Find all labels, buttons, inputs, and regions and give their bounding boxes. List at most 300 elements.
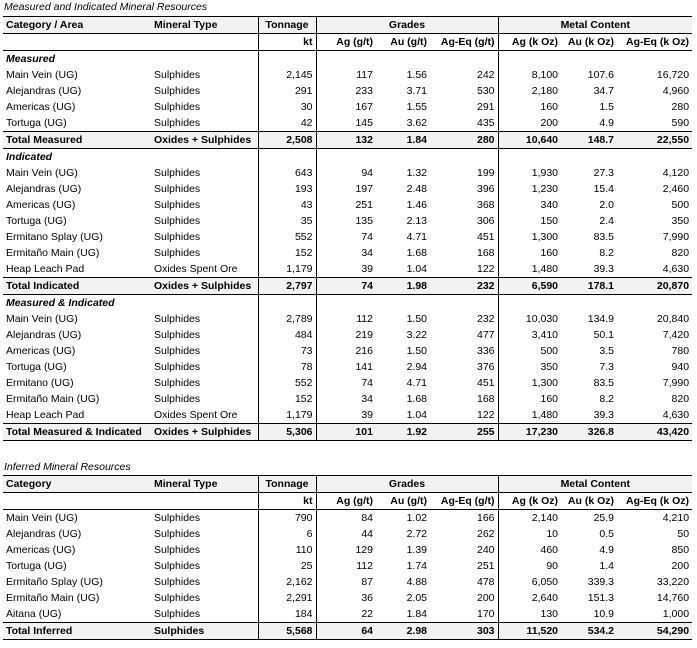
cell-col-0: Main Vein (UG) xyxy=(6,167,78,179)
cell-col-5: 170 xyxy=(476,608,495,620)
cell-col-2: 152 xyxy=(258,391,316,407)
cell-col-4: 2.98 xyxy=(376,623,430,640)
cell-col-0: Ermitaño Main (UG) xyxy=(6,393,100,405)
cell-col-2: 2,162 xyxy=(258,574,316,590)
cell-col-2: 5,306 xyxy=(258,424,316,441)
cell-col-1: Sulphides xyxy=(151,623,258,640)
cell-col-4: 1.74 xyxy=(406,560,427,572)
cell-col-7: 0.5 xyxy=(599,528,615,540)
cell-col-0: Main Vein (UG) xyxy=(6,512,78,524)
cell-col-5: 168 xyxy=(476,393,495,405)
cell-col-3: 94 xyxy=(316,165,376,181)
cell-col-2: 2,145 xyxy=(258,67,316,83)
cell-col-1: Oxides Spent Ore xyxy=(154,263,238,275)
table-row xyxy=(3,510,692,527)
cell-col-2: 2,797 xyxy=(258,278,316,295)
cell-col-0: Alejandras (UG) xyxy=(6,329,82,341)
cell-col-7: 326.8 xyxy=(561,424,617,441)
au-koz-header: Au (k Oz) xyxy=(561,34,617,51)
cell-col-5: 232 xyxy=(430,278,498,295)
cell-col-8: 850 xyxy=(671,544,690,556)
cell-col-0: Americas (UG) xyxy=(6,345,76,357)
cell-col-4: 1.50 xyxy=(406,313,427,325)
table-row xyxy=(3,590,692,606)
cell-col-1: Sulphides xyxy=(154,101,201,113)
tonnage-header: Tonnage xyxy=(258,476,316,493)
table-row xyxy=(3,165,692,181)
cell-col-3: 112 xyxy=(316,558,376,574)
cell-col-1: Sulphides xyxy=(154,377,201,389)
cell-col-2: 110 xyxy=(258,542,316,558)
measured-indicated-title: Measured and Indicated Mineral Resources xyxy=(4,1,208,13)
au-koz-header: Au (k Oz) xyxy=(561,493,617,510)
cell-col-4: 4.71 xyxy=(406,377,427,389)
cell-col-4: 1.98 xyxy=(376,278,430,295)
cell-col-4: 1.04 xyxy=(406,409,427,421)
ageq-gt-header: Ag-Eq (g/t) xyxy=(430,493,498,510)
table-row xyxy=(3,343,692,359)
cell-col-1: Oxides Spent Ore xyxy=(154,409,238,421)
cell-col-5: 306 xyxy=(476,215,495,227)
ageq-gt-header: Ag-Eq (g/t) xyxy=(430,34,498,51)
cell-col-4: 2.05 xyxy=(406,592,427,604)
cell-col-0: Ermitano (UG) xyxy=(6,377,74,389)
cell-col-0: Tortuga (UG) xyxy=(6,215,67,227)
cell-col-3: 39 xyxy=(316,261,376,278)
cell-col-2: 2,789 xyxy=(258,311,316,327)
cell-col-6: 10 xyxy=(498,526,561,542)
cell-col-7: 10.9 xyxy=(593,608,615,620)
cell-col-5: 435 xyxy=(476,117,495,129)
cell-col-8: 350 xyxy=(671,215,690,227)
cell-col-5: 200 xyxy=(476,592,495,604)
cell-col-5: 477 xyxy=(476,329,495,341)
cell-col-8: 7,990 xyxy=(662,231,690,243)
cell-col-7: 178.1 xyxy=(561,278,617,295)
cell-col-6: 500 xyxy=(498,343,561,359)
section-label-row xyxy=(3,51,692,68)
cell-col-3: 87 xyxy=(316,574,376,590)
cell-col-4: 1.84 xyxy=(376,132,430,149)
cell-col-7: 339.3 xyxy=(587,576,615,588)
table-row xyxy=(3,229,692,245)
cell-col-8: 7,990 xyxy=(662,377,690,389)
tonnage-unit: kt xyxy=(258,34,316,51)
cell-col-7: 34.7 xyxy=(593,85,615,97)
cell-col-0: Main Vein (UG) xyxy=(6,69,78,81)
cell-col-4: 1.55 xyxy=(406,101,427,113)
cell-col-0: Alejandras (UG) xyxy=(6,85,82,97)
cell-col-4: 1.39 xyxy=(406,544,427,556)
cell-col-7: 4.9 xyxy=(599,117,615,129)
cell-col-2: 6 xyxy=(258,526,316,542)
section-label: Measured & Indicated xyxy=(6,297,115,309)
cell-col-5: 336 xyxy=(476,345,495,357)
cell-col-7: 1.5 xyxy=(599,101,615,113)
cell-col-2: 35 xyxy=(258,213,316,229)
cell-col-8: 2,460 xyxy=(662,183,690,195)
cell-col-1: Sulphides xyxy=(154,69,201,81)
cell-col-7: 1.4 xyxy=(599,560,615,572)
total-row xyxy=(3,132,692,149)
cell-col-2: 152 xyxy=(258,245,316,261)
cell-col-2: 193 xyxy=(258,181,316,197)
cell-col-3: 64 xyxy=(316,623,376,640)
cell-col-1: Sulphides xyxy=(154,117,201,129)
cell-col-4: 3.71 xyxy=(406,85,427,97)
cell-col-7: 534.2 xyxy=(561,623,617,640)
cell-col-1: Sulphides xyxy=(154,313,201,325)
cell-col-3: 219 xyxy=(316,327,376,343)
cell-col-3: 117 xyxy=(316,67,376,83)
cell-col-6: 1,300 xyxy=(498,375,561,391)
cell-col-8: 16,720 xyxy=(656,69,690,81)
table-row xyxy=(3,181,692,197)
cell-col-5: 168 xyxy=(476,247,495,259)
cell-col-1: Oxides + Sulphides xyxy=(151,278,258,295)
cell-col-6: 340 xyxy=(498,197,561,213)
cell-col-6: 200 xyxy=(498,115,561,132)
cell-col-1: Sulphides xyxy=(154,85,201,97)
cell-col-3: 34 xyxy=(316,245,376,261)
cell-col-1: Sulphides xyxy=(154,512,201,524)
table-row xyxy=(3,542,692,558)
cell-col-8: 4,630 xyxy=(662,409,690,421)
cell-col-1: Sulphides xyxy=(154,361,201,373)
cell-col-3: 141 xyxy=(316,359,376,375)
metal-content-header: Metal Content xyxy=(498,476,692,493)
cell-col-5: 451 xyxy=(476,231,495,243)
cell-col-5: 291 xyxy=(476,101,495,113)
cell-col-3: 22 xyxy=(316,606,376,623)
category-header: Category xyxy=(3,476,151,493)
cell-col-7: 148.7 xyxy=(561,132,617,149)
cell-col-2: 2,508 xyxy=(258,132,316,149)
cell-col-6: 11,520 xyxy=(498,623,561,640)
cell-col-3: 233 xyxy=(316,83,376,99)
cell-col-8: 780 xyxy=(671,345,690,357)
total-row xyxy=(3,424,692,441)
table-row xyxy=(3,407,692,424)
cell-col-4: 1.68 xyxy=(406,393,427,405)
cell-col-2: 1,179 xyxy=(258,407,316,424)
cell-col-1: Sulphides xyxy=(154,592,201,604)
cell-col-1: Sulphides xyxy=(154,544,201,556)
cell-col-6: 6,050 xyxy=(498,574,561,590)
cell-col-8: 50 xyxy=(677,528,690,540)
ag-koz-header: Ag (k Oz) xyxy=(498,34,561,51)
cell-col-5: 122 xyxy=(476,409,495,421)
ag-gt-header: Ag (g/t) xyxy=(316,493,376,510)
cell-col-8: 280 xyxy=(671,101,690,113)
cell-col-5: 303 xyxy=(430,623,498,640)
cell-col-1: Sulphides xyxy=(154,167,201,179)
ag-koz-header: Ag (k Oz) xyxy=(498,493,561,510)
cell-col-4: 1.02 xyxy=(406,512,427,524)
cell-col-4: 1.84 xyxy=(406,608,427,620)
table-row xyxy=(3,99,692,115)
total-row xyxy=(3,623,692,640)
cell-col-3: 36 xyxy=(316,590,376,606)
ageq-koz-header: Ag-Eq (k Oz) xyxy=(617,34,692,51)
cell-col-7: 50.1 xyxy=(593,329,615,341)
mineral-type-header: Mineral Type xyxy=(151,476,258,493)
cell-col-3: 167 xyxy=(316,99,376,115)
cell-col-7: 107.6 xyxy=(587,69,615,81)
cell-col-2: 184 xyxy=(258,606,316,623)
cell-col-0: Americas (UG) xyxy=(6,199,76,211)
cell-col-7: 151.3 xyxy=(587,592,615,604)
cell-col-5: 255 xyxy=(430,424,498,441)
table-row xyxy=(3,83,692,99)
cell-col-6: 160 xyxy=(498,99,561,115)
cell-col-7: 2.4 xyxy=(599,215,615,227)
cell-col-2: 25 xyxy=(258,558,316,574)
cell-col-4: 3.62 xyxy=(406,117,427,129)
cell-col-1: Sulphides xyxy=(154,576,201,588)
cell-col-0: Main Vein (UG) xyxy=(6,313,78,325)
cell-col-1: Sulphides xyxy=(154,199,201,211)
cell-col-3: 251 xyxy=(316,197,376,213)
cell-col-4: 1.04 xyxy=(406,263,427,275)
cell-col-6: 2,180 xyxy=(498,83,561,99)
cell-col-7: 83.5 xyxy=(593,231,615,243)
cell-col-0: Americas (UG) xyxy=(6,101,76,113)
cell-col-2: 790 xyxy=(258,510,316,527)
table-row xyxy=(3,311,692,327)
cell-col-3: 101 xyxy=(316,424,376,441)
section-label-row xyxy=(3,295,692,312)
cell-col-0: Tortuga (UG) xyxy=(6,560,67,572)
cell-col-7: 3.5 xyxy=(599,345,615,357)
cell-col-0: Total Inferred xyxy=(3,623,151,640)
ag-gt-header: Ag (g/t) xyxy=(316,34,376,51)
cell-col-8: 820 xyxy=(671,247,690,259)
mineral-type-header: Mineral Type xyxy=(151,17,258,34)
au-gt-header: Au (g/t) xyxy=(376,34,430,51)
cell-col-8: 33,220 xyxy=(656,576,690,588)
cell-col-1: Sulphides xyxy=(154,393,201,405)
units-row xyxy=(3,34,692,51)
cell-col-0: Aitana (UG) xyxy=(6,608,62,620)
cell-col-5: 232 xyxy=(476,313,495,325)
cell-col-5: 368 xyxy=(476,199,495,211)
cell-col-3: 39 xyxy=(316,407,376,424)
cell-col-4: 1.32 xyxy=(406,167,427,179)
cell-col-2: 5,568 xyxy=(258,623,316,640)
section-label: Measured xyxy=(6,53,56,65)
cell-col-6: 350 xyxy=(498,359,561,375)
cell-col-3: 74 xyxy=(316,229,376,245)
cell-col-6: 3,410 xyxy=(498,327,561,343)
cell-col-2: 484 xyxy=(258,327,316,343)
cell-col-0: Ermitaño Main (UG) xyxy=(6,247,100,259)
metal-content-header: Metal Content xyxy=(498,17,692,34)
cell-col-7: 39.3 xyxy=(593,263,615,275)
tonnage-unit: kt xyxy=(258,493,316,510)
cell-col-0: Total Measured & Indicated xyxy=(3,424,151,441)
cell-col-4: 3.22 xyxy=(406,329,427,341)
cell-col-6: 1,300 xyxy=(498,229,561,245)
cell-col-1: Sulphides xyxy=(154,345,201,357)
cell-col-1: Sulphides xyxy=(154,608,201,620)
cell-col-5: 478 xyxy=(476,576,495,588)
cell-col-0: Alejandras (UG) xyxy=(6,183,82,195)
cell-col-6: 2,640 xyxy=(498,590,561,606)
grades-header: Grades xyxy=(316,476,498,493)
section-label: Indicated xyxy=(6,151,53,163)
cell-col-4: 4.88 xyxy=(406,576,427,588)
cell-col-7: 8.2 xyxy=(599,393,615,405)
cell-col-3: 216 xyxy=(316,343,376,359)
cell-col-6: 2,140 xyxy=(498,510,561,527)
cell-col-3: 197 xyxy=(316,181,376,197)
cell-col-1: Sulphides xyxy=(154,560,201,572)
ageq-koz-header: Ag-Eq (k Oz) xyxy=(617,493,692,510)
header-row xyxy=(3,476,692,493)
cell-col-5: 376 xyxy=(476,361,495,373)
cell-col-6: 160 xyxy=(498,391,561,407)
cell-col-7: 15.4 xyxy=(593,183,615,195)
cell-col-6: 90 xyxy=(498,558,561,574)
cell-col-2: 78 xyxy=(258,359,316,375)
cell-col-5: 122 xyxy=(476,263,495,275)
cell-col-6: 150 xyxy=(498,213,561,229)
cell-col-8: 54,290 xyxy=(617,623,692,640)
cell-col-3: 132 xyxy=(316,132,376,149)
cell-col-8: 820 xyxy=(671,393,690,405)
cell-col-4: 4.71 xyxy=(406,231,427,243)
cell-col-6: 17,230 xyxy=(498,424,561,441)
cell-col-6: 160 xyxy=(498,245,561,261)
table-row xyxy=(3,115,692,132)
cell-col-8: 940 xyxy=(671,361,690,373)
table-row xyxy=(3,375,692,391)
cell-col-6: 1,480 xyxy=(498,261,561,278)
table-row xyxy=(3,391,692,407)
table-row xyxy=(3,67,692,83)
cell-col-8: 7,420 xyxy=(662,329,690,341)
cell-col-7: 2.0 xyxy=(599,199,615,211)
cell-col-1: Sulphides xyxy=(154,528,201,540)
cell-col-7: 134.9 xyxy=(587,313,615,325)
cell-col-2: 552 xyxy=(258,229,316,245)
cell-col-4: 1.46 xyxy=(406,199,427,211)
cell-col-4: 1.92 xyxy=(376,424,430,441)
cell-col-0: Total Measured xyxy=(3,132,151,149)
cell-col-2: 73 xyxy=(258,343,316,359)
cell-col-8: 4,120 xyxy=(662,167,690,179)
cell-col-8: 20,840 xyxy=(656,313,690,325)
table-row xyxy=(3,558,692,574)
table-row xyxy=(3,213,692,229)
cell-col-2: 1,179 xyxy=(258,261,316,278)
cell-col-6: 1,930 xyxy=(498,165,561,181)
cell-col-8: 200 xyxy=(671,560,690,572)
cell-col-3: 135 xyxy=(316,213,376,229)
cell-col-7: 25.9 xyxy=(593,512,615,524)
grades-header: Grades xyxy=(316,17,498,34)
cell-col-6: 6,590 xyxy=(498,278,561,295)
cell-col-2: 30 xyxy=(258,99,316,115)
cell-col-1: Oxides + Sulphides xyxy=(151,132,258,149)
cell-col-8: 4,630 xyxy=(662,263,690,275)
cell-col-8: 4,960 xyxy=(662,85,690,97)
cell-col-4: 1.68 xyxy=(406,247,427,259)
cell-col-4: 2.72 xyxy=(406,528,427,540)
cell-col-5: 240 xyxy=(476,544,495,556)
cell-col-5: 251 xyxy=(476,560,495,572)
cell-col-5: 166 xyxy=(476,512,495,524)
section-label-row xyxy=(3,149,692,166)
cell-col-6: 1,230 xyxy=(498,181,561,197)
cell-col-4: 1.50 xyxy=(406,345,427,357)
cell-col-7: 7.3 xyxy=(599,361,615,373)
cell-col-2: 42 xyxy=(258,115,316,132)
table-row xyxy=(3,606,692,623)
cell-col-2: 2,291 xyxy=(258,590,316,606)
cell-col-8: 43,420 xyxy=(617,424,692,441)
cell-col-8: 500 xyxy=(671,199,690,211)
total-row xyxy=(3,278,692,295)
cell-col-6: 10,030 xyxy=(498,311,561,327)
cell-col-7: 8.2 xyxy=(599,247,615,259)
cell-col-0: Americas (UG) xyxy=(6,544,76,556)
cell-col-5: 530 xyxy=(476,85,495,97)
cell-col-3: 129 xyxy=(316,542,376,558)
header-row xyxy=(3,17,692,34)
cell-col-8: 14,760 xyxy=(656,592,690,604)
cell-col-2: 43 xyxy=(258,197,316,213)
cell-col-6: 1,480 xyxy=(498,407,561,424)
cell-col-0: Heap Leach Pad xyxy=(6,263,85,275)
cell-col-8: 20,870 xyxy=(617,278,692,295)
cell-col-6: 10,640 xyxy=(498,132,561,149)
cell-col-3: 145 xyxy=(316,115,376,132)
cell-col-5: 242 xyxy=(476,69,495,81)
cell-col-6: 460 xyxy=(498,542,561,558)
inferred-title: Inferred Mineral Resources xyxy=(4,461,131,473)
cell-col-1: Sulphides xyxy=(154,247,201,259)
cell-col-0: Tortuga (UG) xyxy=(6,117,67,129)
cell-col-8: 4,210 xyxy=(662,512,690,524)
cell-col-8: 1,000 xyxy=(662,608,690,620)
cell-col-2: 552 xyxy=(258,375,316,391)
cell-col-0: Ermitaño Splay (UG) xyxy=(6,576,103,588)
tonnage-header: Tonnage xyxy=(258,17,316,34)
cell-col-7: 4.9 xyxy=(599,544,615,556)
cell-col-1: Sulphides xyxy=(154,215,201,227)
cell-col-1: Sulphides xyxy=(154,183,201,195)
cell-col-0: Ermitaño Main (UG) xyxy=(6,592,100,604)
cell-col-5: 280 xyxy=(430,132,498,149)
cell-col-5: 396 xyxy=(476,183,495,195)
inferred-table xyxy=(3,475,692,640)
cell-col-3: 44 xyxy=(316,526,376,542)
cell-col-3: 74 xyxy=(316,278,376,295)
cell-col-4: 2.13 xyxy=(406,215,427,227)
cell-col-8: 590 xyxy=(671,117,690,129)
cell-col-0: Ermitano Splay (UG) xyxy=(6,231,103,243)
cell-col-3: 84 xyxy=(316,510,376,527)
cell-col-2: 291 xyxy=(258,83,316,99)
table-row xyxy=(3,574,692,590)
cell-col-4: 2.48 xyxy=(406,183,427,195)
cell-col-6: 8,100 xyxy=(498,67,561,83)
cell-col-4: 2.94 xyxy=(406,361,427,373)
table-row xyxy=(3,197,692,213)
cell-col-5: 451 xyxy=(476,377,495,389)
